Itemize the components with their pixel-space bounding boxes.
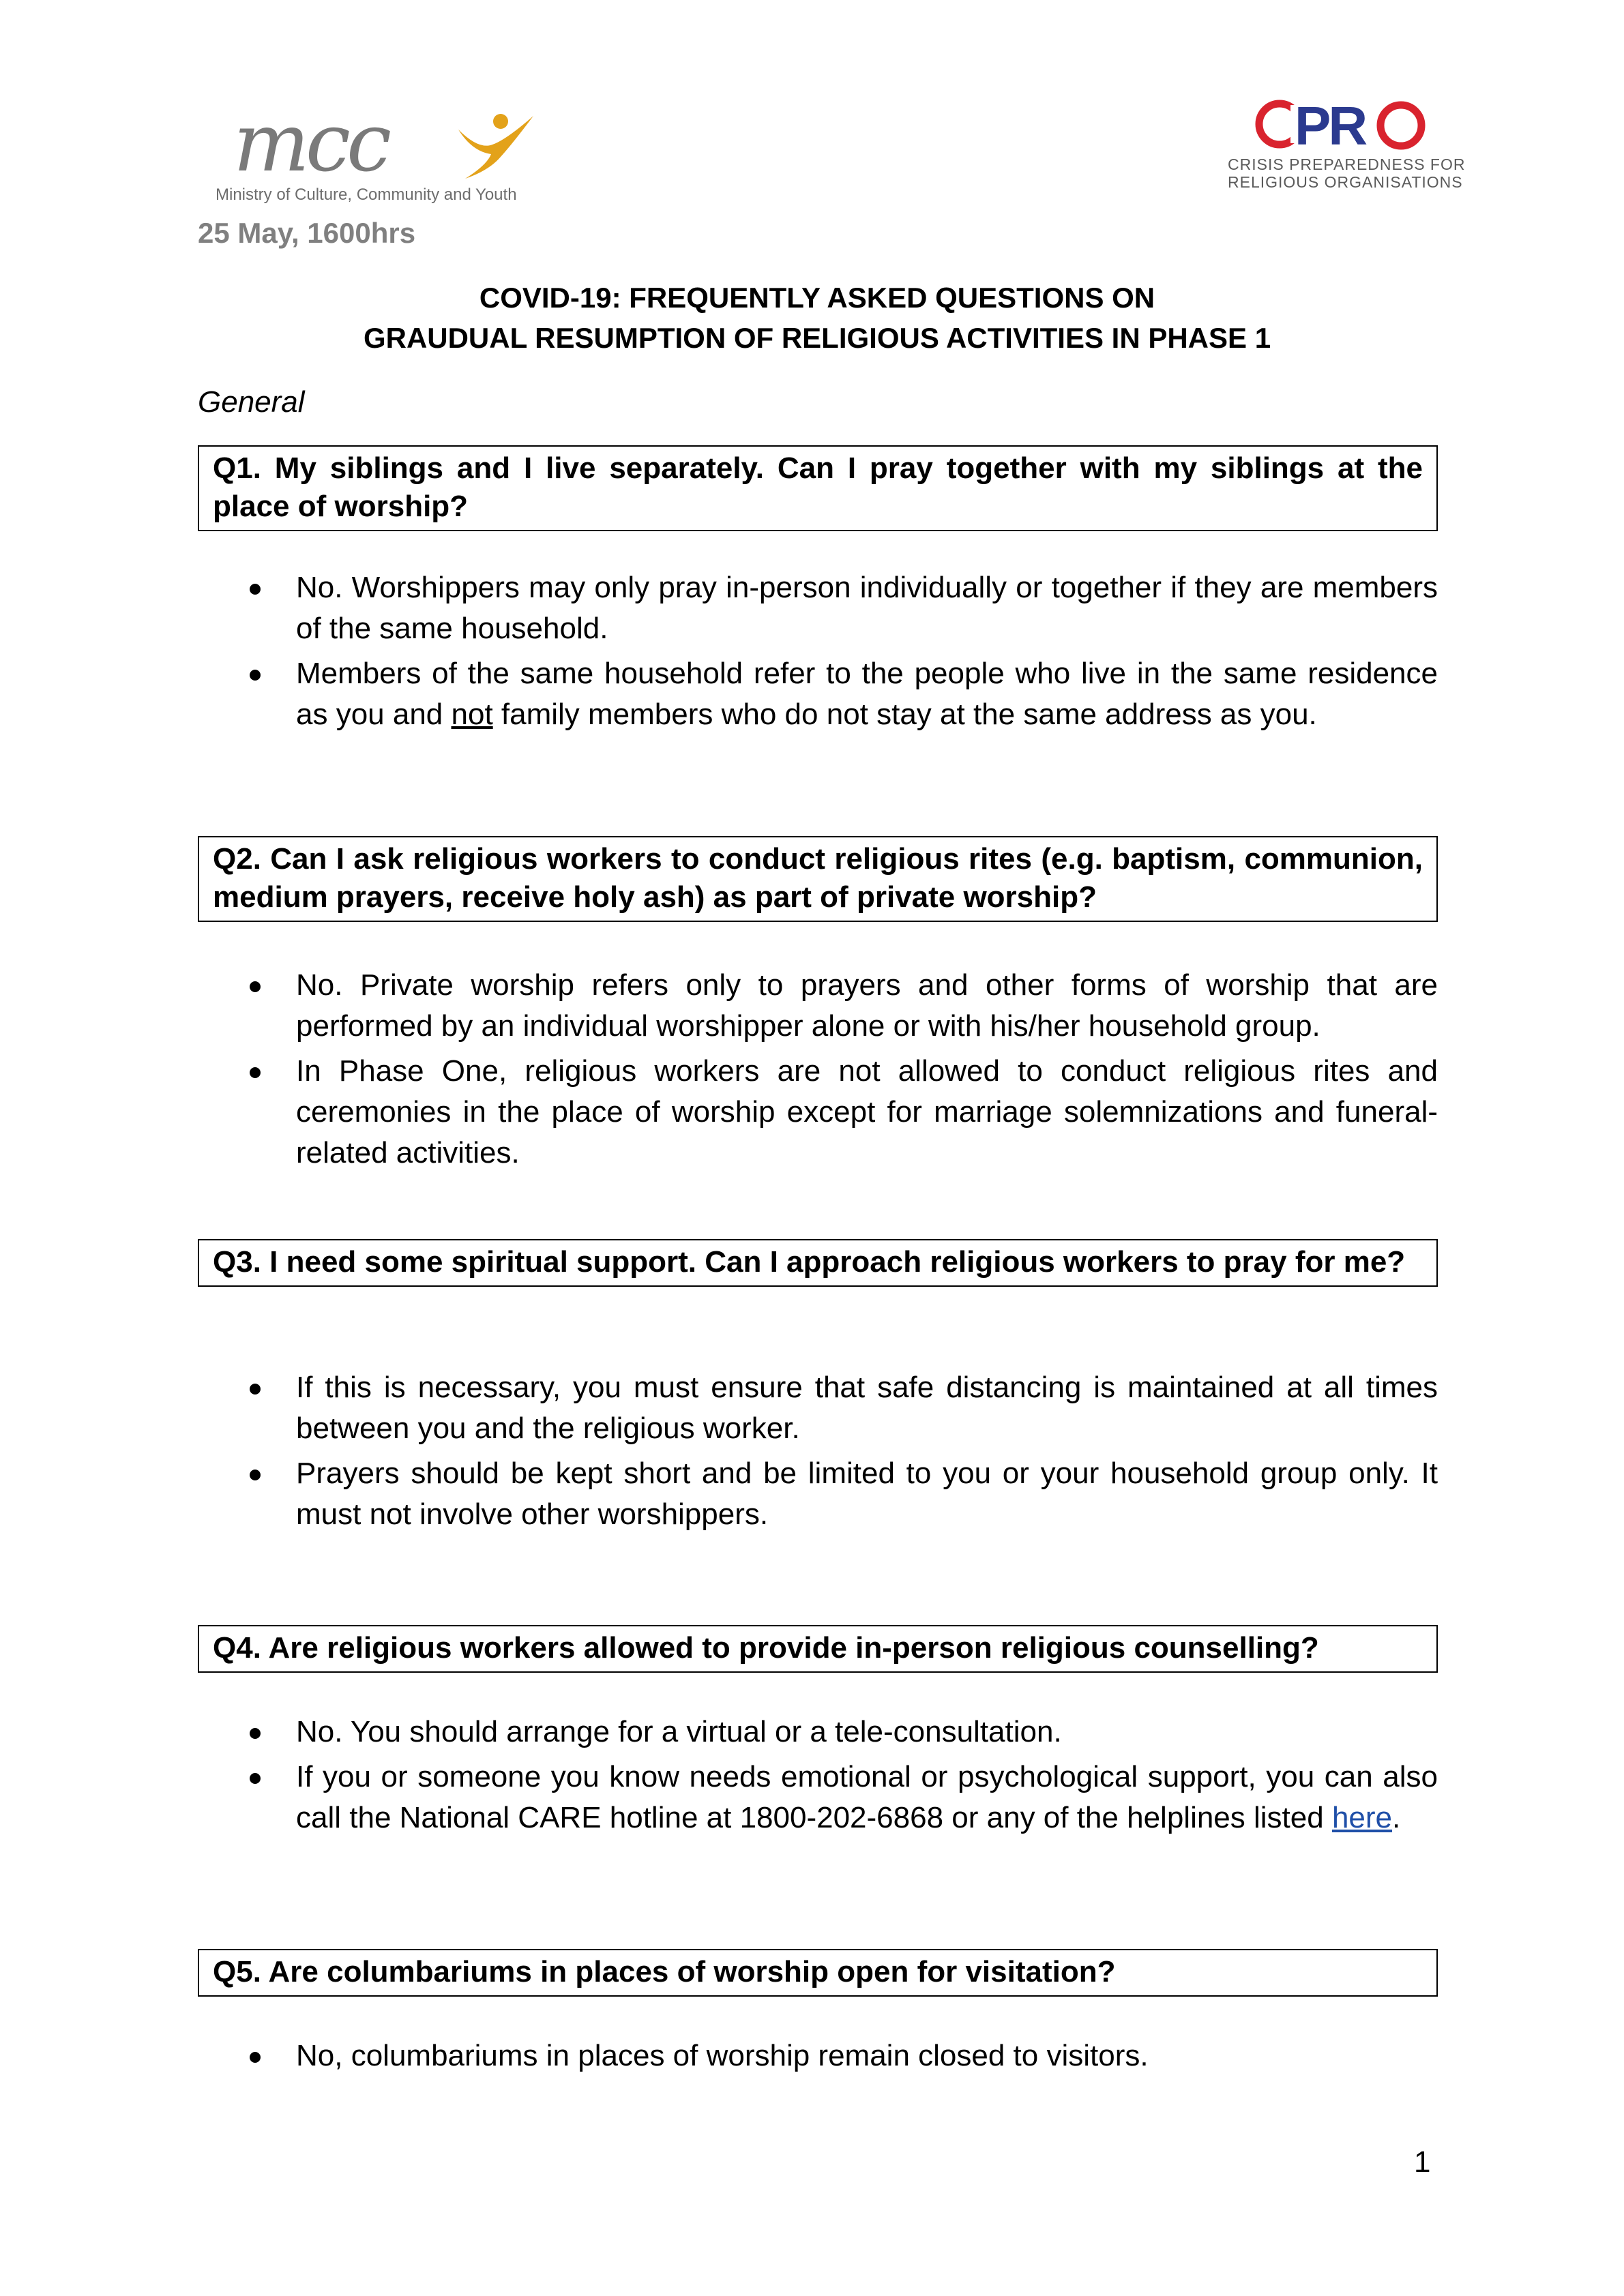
answer-text: No. Private worship refers only to prayers and other forms of worship that are performed by an individual worshipper alone or with his/her household group. xyxy=(296,968,1438,1043)
bullet-icon xyxy=(250,1067,261,1078)
answer-list-q5 xyxy=(198,2036,1438,2081)
cpro-tagline-2: RELIGIOUS ORGANISATIONS xyxy=(1228,173,1463,191)
answer-text-pre: Members of the same household refer to the people who live in the same residence as you and xyxy=(296,657,1438,731)
svg-text:PR: PR xyxy=(1295,95,1365,153)
cpro-tagline-1: CRISIS PREPAREDNESS FOR xyxy=(1228,155,1466,173)
document-title-line-1: COVID-19: FREQUENTLY ASKED QUESTIONS ON xyxy=(479,282,1155,314)
answer-text: No, columbariums in places of worship remain closed to visitors. xyxy=(296,2039,1149,2072)
cpro-logo-mark xyxy=(1255,95,1432,153)
answer-item xyxy=(198,653,1438,735)
question-box-q5: Q5. Are columbariums in places of worship open for visitation? xyxy=(198,1949,1438,1997)
document-date: 25 May, 1600hrs xyxy=(198,217,416,249)
bullet-icon xyxy=(250,670,261,681)
answer-text: In Phase One, religious workers are not allowed to conduct religious rites and ceremonies in the place of worship except for marriage solemnizations and funeral-related activities. xyxy=(296,1054,1438,1169)
answer-item xyxy=(198,2036,1438,2076)
answer-item xyxy=(198,567,1438,649)
answer-list-q2 xyxy=(198,965,1438,1178)
question-box-q2: Q2. Can I ask religious workers to conduct religious rites (e.g. baptism, communion, medium prayers, receive holy ash) as part of private worship? xyxy=(198,836,1438,922)
bullet-icon xyxy=(250,1773,261,1784)
answer-text-underlined: not xyxy=(451,698,493,731)
bullet-icon xyxy=(250,1384,261,1395)
answer-text-post: family members who do not stay at the same address as you. xyxy=(492,698,1317,731)
helplines-link[interactable]: here xyxy=(1331,1801,1393,1834)
bullet-icon xyxy=(250,1470,261,1480)
question-box-q1: Q1. My siblings and I live separately. Can I pray together with my siblings at the place of worship? xyxy=(198,445,1438,531)
section-label: General xyxy=(198,385,305,419)
answer-text: No. You should arrange for a virtual or a tele-consultation. xyxy=(296,1715,1062,1748)
bullet-icon xyxy=(250,584,261,595)
mccy-tagline: Ministry of Culture, Community and Youth xyxy=(216,185,517,204)
answer-item xyxy=(198,1453,1438,1535)
page-number: 1 xyxy=(1414,2145,1431,2179)
answer-text: Prayers should be kept short and be limited to you or your household group only. It must not involve other worshippers. xyxy=(296,1457,1438,1531)
answer-text-post: . xyxy=(1392,1801,1401,1834)
question-box-q3: Q3. I need some spiritual support. Can I approach religious workers to pray for me? xyxy=(198,1239,1438,1287)
answer-item xyxy=(198,1712,1438,1753)
mccy-logo xyxy=(213,102,554,208)
answer-text: If this is necessary, you must ensure that safe distancing is maintained at all times between you and the religious worker. xyxy=(296,1371,1438,1445)
answer-item xyxy=(198,1051,1438,1174)
svg-text:mcc: mcc xyxy=(233,102,388,184)
answer-text: No. Worshippers may only pray in-person individually or together if they are members of the same household. xyxy=(296,571,1438,645)
answer-item xyxy=(198,1757,1438,1838)
bullet-icon xyxy=(250,2052,261,2063)
answer-list-q4 xyxy=(198,1712,1438,1843)
answer-item xyxy=(198,1367,1438,1449)
bullet-icon xyxy=(250,981,261,992)
cpro-logo xyxy=(1228,95,1466,191)
answer-list-q1 xyxy=(198,567,1438,739)
question-box-q4: Q4. Are religious workers allowed to provide in-person religious counselling? xyxy=(198,1625,1438,1673)
answer-text-pre: If you or someone you know needs emotional or psychological support, you can also call the National CARE hotline at 1800-202-6868 or any of the helplines listed xyxy=(296,1760,1438,1834)
bullet-icon xyxy=(250,1728,261,1739)
mccy-logo-mark xyxy=(233,102,547,184)
document-title-line-2: GRAUDUAL RESUMPTION OF RELIGIOUS ACTIVITIES IN PHASE 1 xyxy=(363,322,1271,354)
answer-item xyxy=(198,965,1438,1047)
answer-list-q3 xyxy=(198,1367,1438,1539)
